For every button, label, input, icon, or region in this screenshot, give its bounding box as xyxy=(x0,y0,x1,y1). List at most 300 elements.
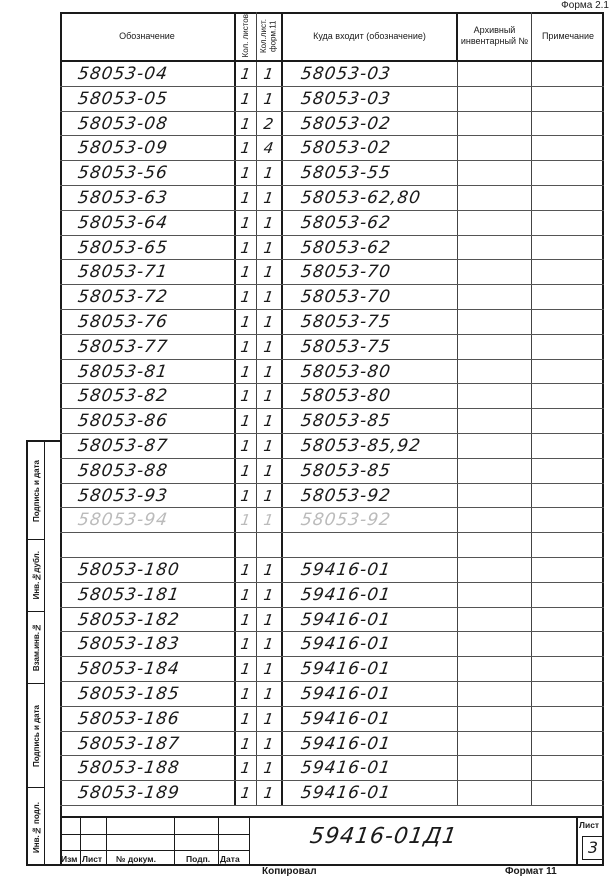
cell-goes-into-text: 58053-80 xyxy=(299,361,393,382)
table-row xyxy=(60,384,604,409)
cell-archive-number xyxy=(458,310,532,334)
cell-goes-into xyxy=(283,657,458,681)
cell-archive-number xyxy=(458,756,532,780)
cell-goes-into xyxy=(283,161,458,185)
cell-archive-number xyxy=(458,682,532,706)
cell-sheets xyxy=(257,484,283,508)
cell-designation xyxy=(60,384,236,408)
cell-note xyxy=(532,533,604,557)
table-row xyxy=(60,558,604,583)
cell-qty xyxy=(236,508,257,532)
cell-designation xyxy=(60,459,236,483)
tb-col-izm: Изм xyxy=(61,854,78,864)
cell-sheets-text: 1 xyxy=(262,238,276,257)
cell-goes-into xyxy=(283,260,458,284)
cell-goes-into xyxy=(283,62,458,86)
cell-goes-into xyxy=(283,781,458,805)
cell-sheets-text: 1 xyxy=(262,337,276,356)
cell-designation xyxy=(60,136,236,160)
cell-qty xyxy=(236,583,257,607)
cell-archive-number xyxy=(458,62,532,86)
cell-goes-into-text: 59416-01 xyxy=(299,584,393,605)
cell-designation xyxy=(60,583,236,607)
cell-qty-text: 1 xyxy=(239,461,253,480)
cell-designation-text: 58053-64 xyxy=(76,212,170,233)
cell-goes-into-text: 58053-70 xyxy=(299,262,393,283)
table-row xyxy=(60,632,604,657)
cell-goes-into xyxy=(283,434,458,458)
cell-designation xyxy=(60,484,236,508)
cell-sheets xyxy=(257,756,283,780)
cell-qty-text: 1 xyxy=(239,189,253,207)
cell-note xyxy=(532,459,604,483)
cell-note xyxy=(532,236,604,260)
cell-designation xyxy=(60,632,236,656)
cell-archive-number xyxy=(458,87,532,111)
cell-sheets-text: 1 xyxy=(262,288,276,307)
cell-designation-text: 58053-63 xyxy=(76,188,170,208)
cell-archive-number xyxy=(458,211,532,235)
cell-designation-text: 58053-189 xyxy=(76,783,182,804)
cell-goes-into-text: 58053-62 xyxy=(299,212,393,233)
cell-goes-into-text: 58053-02 xyxy=(299,138,393,159)
cell-qty xyxy=(236,434,257,458)
tb-col-doc-no: № докум. xyxy=(116,854,156,864)
cell-qty xyxy=(236,533,257,557)
cell-sheets-text: 1 xyxy=(262,213,276,232)
cell-qty xyxy=(236,732,257,756)
cell-sheets xyxy=(257,285,283,309)
cell-archive-number xyxy=(458,632,532,656)
cell-goes-into-text: 58053-92 xyxy=(299,510,393,531)
cell-qty xyxy=(236,608,257,632)
table-row xyxy=(60,732,604,757)
cell-designation-text: 58053-76 xyxy=(76,312,170,332)
cell-designation xyxy=(60,310,236,334)
cell-note xyxy=(532,87,604,111)
cell-sheets-text: 1 xyxy=(262,784,276,803)
cell-designation-text: 58053-72 xyxy=(76,287,170,308)
cell-sheets-text: 1 xyxy=(262,461,276,480)
cell-goes-into-text: 58053-85,92 xyxy=(299,436,423,456)
cell-sheets-text: 1 xyxy=(262,585,276,604)
document-designation: 59416-01Д1 xyxy=(308,824,459,849)
cell-designation xyxy=(60,756,236,780)
cell-qty-text: 1 xyxy=(239,362,253,381)
cell-qty xyxy=(236,211,257,235)
cell-sheets-text: 1 xyxy=(262,709,276,728)
cell-designation xyxy=(60,112,236,136)
cell-goes-into xyxy=(283,484,458,508)
cell-sheets xyxy=(257,384,283,408)
table-row xyxy=(60,533,604,558)
cell-sheets xyxy=(257,211,283,235)
tb-line xyxy=(174,818,175,866)
cell-note xyxy=(532,608,604,632)
cell-note xyxy=(532,161,604,185)
cell-designation xyxy=(60,434,236,458)
cell-qty-text: 1 xyxy=(239,784,253,803)
cell-sheets xyxy=(257,409,283,433)
cell-qty xyxy=(236,62,257,86)
cell-sheets xyxy=(257,161,283,185)
cell-goes-into-text: 59416-01 xyxy=(299,634,393,655)
cell-designation-text: 58053-186 xyxy=(76,708,182,729)
cell-qty xyxy=(236,756,257,780)
table-row xyxy=(60,211,604,236)
cell-designation xyxy=(60,360,236,384)
sheet-number: 3 xyxy=(582,836,604,860)
cell-designation-text: 58053-65 xyxy=(76,237,170,258)
cell-goes-into-text: 58053-75 xyxy=(299,312,393,332)
cell-qty-text: 1 xyxy=(239,337,253,356)
cell-note xyxy=(532,632,604,656)
cell-note xyxy=(532,732,604,756)
cell-note xyxy=(532,409,604,433)
cell-note xyxy=(532,335,604,359)
cell-goes-into xyxy=(283,211,458,235)
cell-designation xyxy=(60,558,236,582)
cell-qty xyxy=(236,360,257,384)
cell-archive-number xyxy=(458,583,532,607)
table-row xyxy=(60,87,604,112)
cell-goes-into xyxy=(283,409,458,433)
cell-goes-into xyxy=(283,583,458,607)
cell-designation-text: 58053-87 xyxy=(76,436,170,456)
cell-archive-number xyxy=(458,657,532,681)
tb-line xyxy=(218,818,219,866)
cell-note xyxy=(532,434,604,458)
cell-note xyxy=(532,62,604,86)
cell-note xyxy=(532,186,604,210)
cell-designation xyxy=(60,657,236,681)
cell-goes-into xyxy=(283,384,458,408)
cell-qty xyxy=(236,781,257,805)
cell-qty xyxy=(236,186,257,210)
table-row xyxy=(60,657,604,682)
cell-designation-text: 58053-185 xyxy=(76,684,182,704)
cell-qty-text: 1 xyxy=(239,734,253,753)
cell-sheets-text: 2 xyxy=(262,114,276,133)
cell-sheets-text: 1 xyxy=(262,685,276,703)
cell-sheets-text: 1 xyxy=(262,362,276,381)
cell-goes-into-text: 58053-80 xyxy=(299,386,393,407)
cell-archive-number xyxy=(458,707,532,731)
cell-archive-number xyxy=(458,161,532,185)
cell-sheets xyxy=(257,781,283,805)
cell-sheets xyxy=(257,459,283,483)
cell-designation-text: 58053-93 xyxy=(76,485,170,506)
cell-note xyxy=(532,657,604,681)
cell-note xyxy=(532,508,604,532)
cell-archive-number xyxy=(458,285,532,309)
cell-sheets-text: 1 xyxy=(262,486,276,505)
strip-signature-date-1: Подпись и дата xyxy=(28,684,44,788)
cell-sheets xyxy=(257,112,283,136)
cell-designation xyxy=(60,707,236,731)
cell-archive-number xyxy=(458,186,532,210)
cell-designation xyxy=(60,62,236,86)
cell-designation xyxy=(60,508,236,532)
cell-goes-into-text: 59416-01 xyxy=(299,733,393,754)
cell-sheets xyxy=(257,236,283,260)
cell-goes-into-text: 58053-85 xyxy=(299,411,393,432)
cell-goes-into xyxy=(283,87,458,111)
cell-sheets xyxy=(257,508,283,532)
cell-qty-text: 1 xyxy=(239,412,253,431)
sheet-label: Лист xyxy=(579,820,600,830)
strip-inv-no-dup: Инв.№дубл. xyxy=(28,540,44,612)
cell-qty-text: 1 xyxy=(239,437,253,455)
table-header xyxy=(60,12,604,62)
table-row xyxy=(60,62,604,87)
cell-sheets xyxy=(257,682,283,706)
table-row xyxy=(60,781,604,806)
cell-goes-into-text: 59416-01 xyxy=(299,783,393,804)
cell-sheets xyxy=(257,657,283,681)
cell-sheets xyxy=(257,260,283,284)
table-row xyxy=(60,484,604,509)
cell-qty-text: 1 xyxy=(239,313,253,331)
strip-signature-date-2: Подпись и дата xyxy=(28,442,44,540)
cell-qty-text: 1 xyxy=(239,561,253,579)
cell-sheets xyxy=(257,583,283,607)
cell-designation xyxy=(60,533,236,557)
cell-goes-into-text: 58053-03 xyxy=(299,64,393,84)
tb-line xyxy=(60,834,250,835)
cell-archive-number xyxy=(458,236,532,260)
cell-designation xyxy=(60,161,236,185)
cell-archive-number xyxy=(458,558,532,582)
cell-qty xyxy=(236,558,257,582)
cell-designation-text: 58053-187 xyxy=(76,733,182,754)
cell-archive-number xyxy=(458,608,532,632)
cell-sheets xyxy=(257,558,283,582)
cell-sheets-text: 1 xyxy=(262,561,276,579)
cell-designation-text: 58053-188 xyxy=(76,758,182,779)
cell-qty xyxy=(236,657,257,681)
cell-goes-into-text: 58053-92 xyxy=(299,485,393,506)
table-row xyxy=(60,112,604,137)
cell-goes-into xyxy=(283,360,458,384)
tb-line xyxy=(106,818,107,866)
cell-goes-into-text: 58053-55 xyxy=(299,163,393,184)
cell-designation xyxy=(60,682,236,706)
cell-qty-text: 1 xyxy=(239,759,253,778)
cell-qty-text: 1 xyxy=(239,164,253,183)
cell-designation-text: 58053-09 xyxy=(76,138,170,159)
strip-replaced-inv-no: Взам.инв.№ xyxy=(28,612,44,684)
tb-line xyxy=(249,818,250,866)
cell-sheets-text: 1 xyxy=(262,65,276,83)
cell-qty-text: 1 xyxy=(239,288,253,307)
cell-archive-number xyxy=(458,781,532,805)
cell-designation xyxy=(60,186,236,210)
footer-format: Формат 11 xyxy=(505,866,557,877)
cell-designation-text: 58053-181 xyxy=(76,584,182,605)
cell-sheets-text: 1 xyxy=(262,164,276,183)
cell-goes-into xyxy=(283,732,458,756)
cell-note xyxy=(532,781,604,805)
table-row xyxy=(60,161,604,186)
cell-designation-text: 58053-86 xyxy=(76,411,170,432)
cell-qty xyxy=(236,409,257,433)
cell-note xyxy=(532,360,604,384)
cell-qty xyxy=(236,136,257,160)
cell-qty-text: 1 xyxy=(239,263,253,282)
cell-designation xyxy=(60,608,236,632)
cell-archive-number xyxy=(458,459,532,483)
cell-qty-text: 1 xyxy=(239,709,253,728)
cell-sheets-text: 1 xyxy=(262,635,276,654)
title-block-grid xyxy=(60,818,250,866)
cell-archive-number xyxy=(458,384,532,408)
cell-archive-number xyxy=(458,484,532,508)
cell-sheets-text: 1 xyxy=(262,313,276,331)
cell-designation-text: 58053-184 xyxy=(76,659,182,680)
cell-qty xyxy=(236,310,257,334)
table-row xyxy=(60,335,604,360)
cell-qty xyxy=(236,161,257,185)
cell-qty xyxy=(236,384,257,408)
cell-note xyxy=(532,112,604,136)
cell-designation-text: 58053-81 xyxy=(76,361,170,382)
cell-qty xyxy=(236,236,257,260)
cell-designation xyxy=(60,781,236,805)
cell-qty xyxy=(236,260,257,284)
cell-designation xyxy=(60,335,236,359)
cell-designation xyxy=(60,87,236,111)
cell-designation xyxy=(60,409,236,433)
cell-qty-text: 1 xyxy=(239,486,253,505)
cell-sheets-text: 1 xyxy=(262,89,276,108)
tb-col-list: Лист xyxy=(82,854,103,864)
cell-note xyxy=(532,285,604,309)
cell-sheets xyxy=(257,632,283,656)
cell-goes-into xyxy=(283,707,458,731)
cell-designation-text: 58053-180 xyxy=(76,560,182,580)
cell-goes-into xyxy=(283,608,458,632)
table-row xyxy=(60,756,604,781)
cell-designation-text: 58053-08 xyxy=(76,113,170,134)
cell-goes-into xyxy=(283,310,458,334)
table-row xyxy=(60,360,604,385)
table-row xyxy=(60,310,604,335)
cell-goes-into xyxy=(283,186,458,210)
table-row xyxy=(60,285,604,310)
cell-sheets-text: 1 xyxy=(262,437,276,455)
cell-sheets-text: 4 xyxy=(262,139,276,158)
cell-qty xyxy=(236,707,257,731)
cell-sheets-text: 1 xyxy=(262,189,276,207)
tb-line xyxy=(80,818,81,866)
cell-goes-into-text: 59416-01 xyxy=(299,708,393,729)
cell-goes-into xyxy=(283,136,458,160)
cell-designation-text: 58053-56 xyxy=(76,163,170,184)
cell-sheets xyxy=(257,707,283,731)
cell-designation xyxy=(60,211,236,235)
cell-designation xyxy=(60,260,236,284)
cell-sheets xyxy=(257,608,283,632)
header-qty-sheets-format: Кол.лист. форм.11 xyxy=(257,12,283,60)
cell-sheets-text: 1 xyxy=(262,387,276,406)
cell-sheets-text: 1 xyxy=(262,660,276,679)
cell-note xyxy=(532,211,604,235)
cell-qty-text: 1 xyxy=(239,238,253,257)
table-row xyxy=(60,508,604,533)
table-row xyxy=(60,136,604,161)
cell-archive-number xyxy=(458,335,532,359)
cell-designation xyxy=(60,285,236,309)
cell-designation-text: 58053-05 xyxy=(76,88,170,109)
strip-column xyxy=(44,442,60,864)
cell-goes-into xyxy=(283,508,458,532)
tb-col-date: Дата xyxy=(220,854,240,864)
cell-note xyxy=(532,484,604,508)
cell-goes-into-text: 59416-01 xyxy=(299,758,393,779)
cell-goes-into xyxy=(283,682,458,706)
cell-sheets xyxy=(257,360,283,384)
cell-goes-into xyxy=(283,236,458,260)
cell-sheets-text: 1 xyxy=(262,734,276,753)
cell-qty-text: 1 xyxy=(239,213,253,232)
cell-sheets xyxy=(257,87,283,111)
cell-goes-into xyxy=(283,335,458,359)
table-row xyxy=(60,583,604,608)
cell-goes-into-text: 59416-01 xyxy=(299,560,393,580)
cell-sheets-text: 1 xyxy=(262,263,276,282)
cell-qty-text: 1 xyxy=(239,610,253,629)
cell-goes-into-text: 58053-02 xyxy=(299,113,393,134)
cell-sheets-text: 1 xyxy=(262,759,276,778)
cell-goes-into-text: 58053-85 xyxy=(299,460,393,481)
cell-sheets-text: 1 xyxy=(262,610,276,629)
cell-archive-number xyxy=(458,136,532,160)
cell-sheets xyxy=(257,62,283,86)
table-row xyxy=(60,236,604,261)
cell-goes-into-text: 58053-03 xyxy=(299,88,393,109)
sheet-box xyxy=(576,818,604,866)
cell-note xyxy=(532,558,604,582)
cell-qty-text: 1 xyxy=(239,139,253,158)
table-row xyxy=(60,434,604,459)
cell-goes-into-text: 59416-01 xyxy=(299,659,393,680)
cell-goes-into xyxy=(283,558,458,582)
table-row xyxy=(60,409,604,434)
cell-goes-into xyxy=(283,459,458,483)
cell-goes-into-text: 59416-01 xyxy=(299,609,393,630)
cell-designation xyxy=(60,236,236,260)
cell-sheets-text: 1 xyxy=(262,511,276,530)
title-block xyxy=(60,816,604,866)
cell-goes-into xyxy=(283,112,458,136)
cell-note xyxy=(532,310,604,334)
cell-designation xyxy=(60,732,236,756)
cell-goes-into-text: 58053-62,80 xyxy=(299,188,423,208)
header-qty-sheets: Кол. листов xyxy=(236,12,257,60)
header-designation: Обозначение xyxy=(60,12,236,60)
cell-qty-text: 1 xyxy=(239,685,253,703)
cell-sheets xyxy=(257,136,283,160)
cell-qty xyxy=(236,112,257,136)
cell-designation-text: 58053-183 xyxy=(76,634,182,655)
cell-archive-number xyxy=(458,732,532,756)
cell-goes-into-text: 59416-01 xyxy=(299,684,393,704)
cell-note xyxy=(532,384,604,408)
cell-designation-text: 58053-88 xyxy=(76,460,170,481)
table-row xyxy=(60,608,604,633)
cell-note xyxy=(532,260,604,284)
